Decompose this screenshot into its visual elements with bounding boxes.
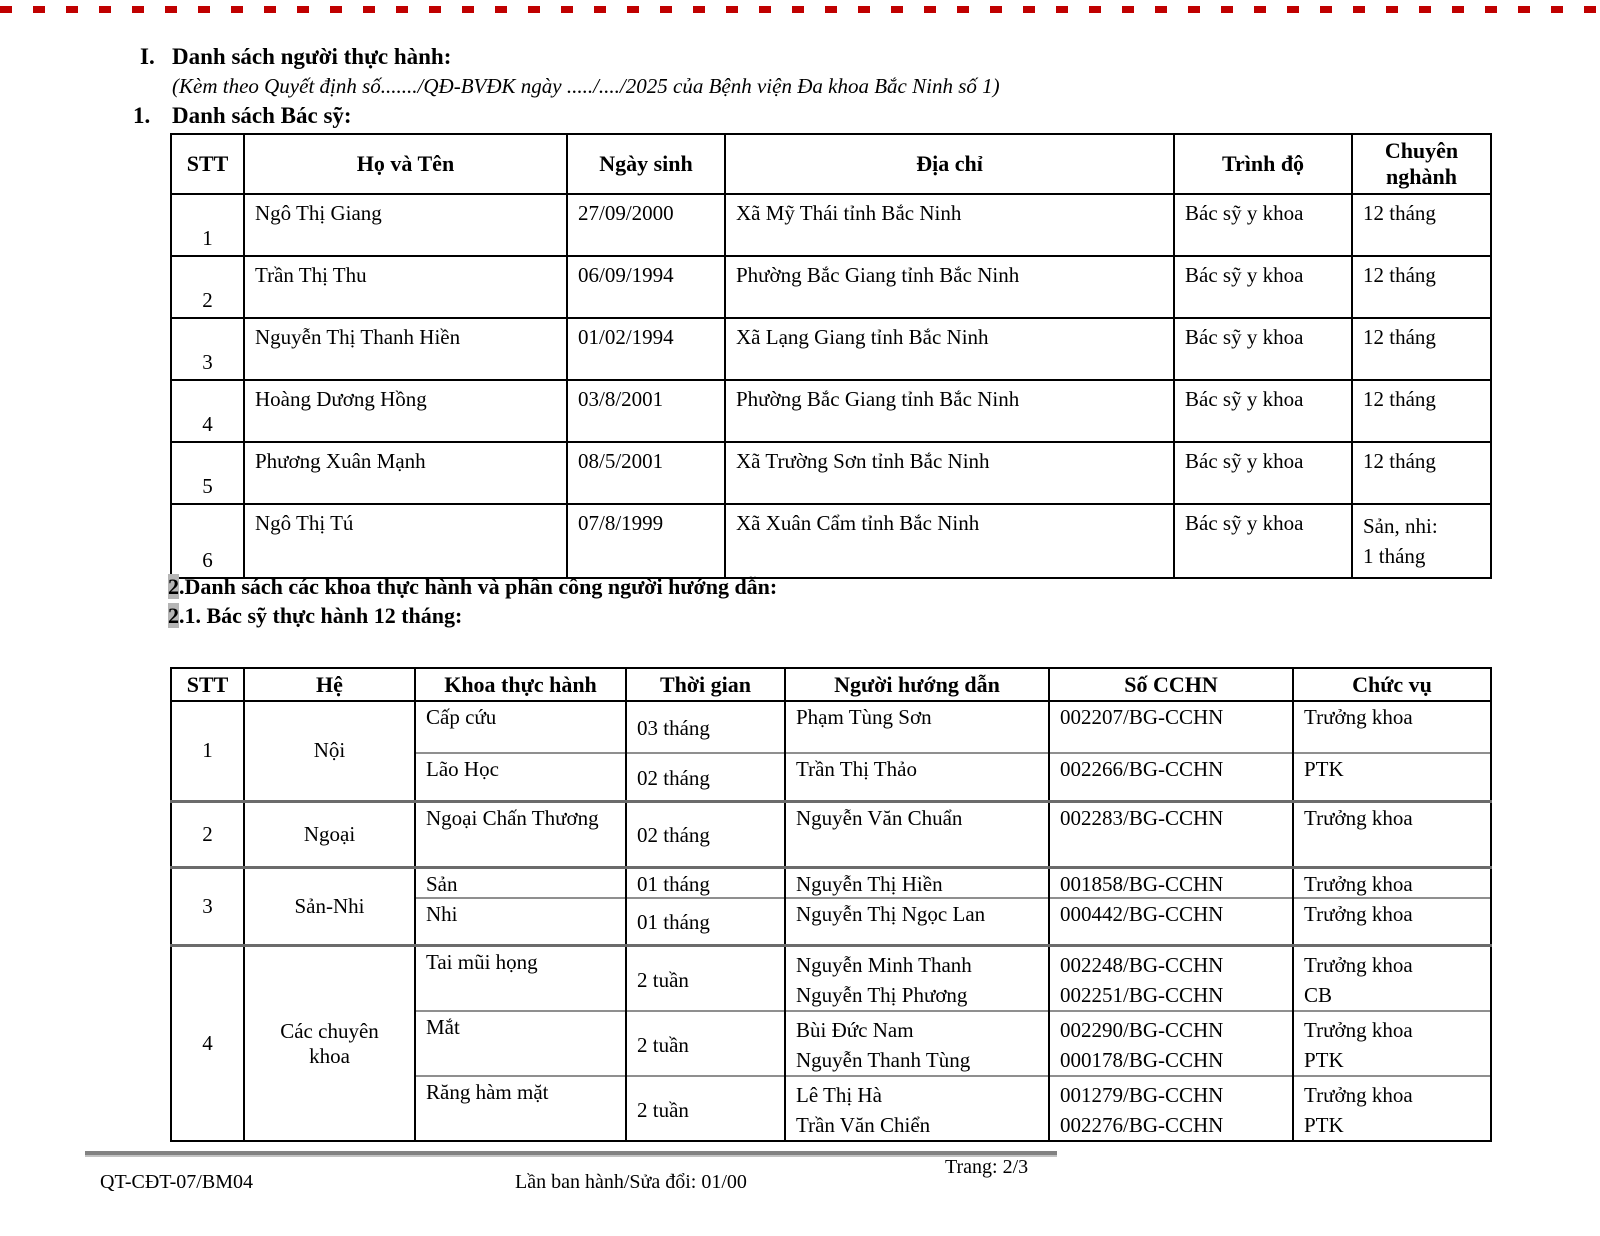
t2-header-he: Hệ bbox=[244, 668, 415, 701]
table-row bbox=[171, 194, 1491, 256]
cell-name: Ngô Thị Giang bbox=[244, 194, 567, 256]
cell-dob: 27/09/2000 bbox=[567, 194, 725, 256]
practice-table-header-row bbox=[171, 668, 1491, 701]
cell-thoigian: 02 tháng bbox=[626, 801, 785, 867]
cell-thoigian: 02 tháng bbox=[626, 753, 785, 801]
cell-address: Xã Lạng Giang tỉnh Bắc Ninh bbox=[725, 318, 1174, 380]
cell-major: 12 tháng bbox=[1352, 256, 1491, 318]
cell-khoa: Tai mũi họng bbox=[415, 946, 626, 1012]
cell-stt: 2 bbox=[171, 256, 244, 318]
cell-chucvu: PTK bbox=[1293, 753, 1491, 801]
section1-number: I. bbox=[140, 44, 155, 69]
cell-nguoi bbox=[785, 1011, 1049, 1076]
cell-thoigian: 01 tháng bbox=[626, 898, 785, 946]
cell-degree: Bác sỹ y khoa bbox=[1174, 194, 1352, 256]
table-row bbox=[171, 256, 1491, 318]
cell-address: Xã Mỹ Thái tỉnh Bắc Ninh bbox=[725, 194, 1174, 256]
table-row bbox=[171, 442, 1491, 504]
footer-divider-bar bbox=[85, 1151, 1057, 1157]
chucvu-line1: Trưởng khoa bbox=[1304, 953, 1413, 977]
cell-name: Trần Thị Thu bbox=[244, 256, 567, 318]
section1-title: Danh sách người thực hành: bbox=[172, 44, 452, 69]
t1-header-degree: Trình độ bbox=[1174, 134, 1352, 194]
cell-nguoi bbox=[785, 1076, 1049, 1141]
cell-name: Phương Xuân Mạnh bbox=[244, 442, 567, 504]
cell-cchn: 000442/BG-CCHN bbox=[1049, 898, 1293, 946]
section1-heading bbox=[140, 44, 451, 70]
table-row bbox=[171, 701, 1491, 753]
decision-reference-note: (Kèm theo Quyết định số......./QĐ-BVĐK ngày ...../..../2025 của Bệnh viện Đa khoa Bắc Ninh số 1) bbox=[172, 74, 1000, 98]
cchn-line1: 002248/BG-CCHN bbox=[1060, 953, 1224, 977]
cell-chucvu bbox=[1293, 1011, 1491, 1076]
nguoi-line2: Trần Văn Chiển bbox=[796, 1113, 931, 1137]
cell-khoa: Cấp cứu bbox=[415, 701, 626, 753]
page-number: Trang: 2/3 bbox=[945, 1156, 1029, 1178]
cell-stt: 4 bbox=[171, 946, 244, 1142]
cell-nguoi bbox=[785, 946, 1049, 1012]
cchn-line2: 002251/BG-CCHN bbox=[1060, 983, 1224, 1007]
revision-label: Lần ban hành/Sửa đổi: 01/00 bbox=[515, 1171, 747, 1193]
cell-khoa: Nhi bbox=[415, 898, 626, 946]
cell-name: Hoàng Dương Hồng bbox=[244, 380, 567, 442]
chucvu-line1: Trưởng khoa bbox=[1304, 1083, 1413, 1107]
cell-thoigian: 2 tuần bbox=[626, 1076, 785, 1141]
doctor-table bbox=[170, 133, 1492, 579]
cell-address: Phường Bắc Giang tỉnh Bắc Ninh bbox=[725, 256, 1174, 318]
doctor-list-number: 1. bbox=[133, 103, 151, 128]
cell-nguoi: Trần Thị Thảo bbox=[785, 753, 1049, 801]
nguoi-line2: Nguyễn Thanh Tùng bbox=[796, 1048, 971, 1072]
cell-nguoi: Phạm Tùng Sơn bbox=[785, 701, 1049, 753]
cell-nguoi: Nguyễn Thị Ngọc Lan bbox=[785, 898, 1049, 946]
cell-cchn bbox=[1049, 946, 1293, 1012]
cell-stt: 3 bbox=[171, 318, 244, 380]
table-row bbox=[171, 504, 1491, 578]
cell-major: 12 tháng bbox=[1352, 318, 1491, 380]
cell-address: Phường Bắc Giang tỉnh Bắc Ninh bbox=[725, 380, 1174, 442]
cell-he: Ngoại bbox=[244, 801, 415, 867]
t2-header-nguoi: Người hướng dẫn bbox=[785, 668, 1049, 701]
cell-khoa: Răng hàm mặt bbox=[415, 1076, 626, 1141]
cell-stt: 3 bbox=[171, 867, 244, 946]
table-row bbox=[171, 380, 1491, 442]
cell-he: Các chuyên khoa bbox=[244, 946, 415, 1142]
major-line1: Sản, nhi: bbox=[1363, 514, 1438, 538]
section2-1-title: .1. Bác sỹ thực hành 12 tháng: bbox=[179, 603, 463, 628]
doctor-list-heading bbox=[133, 103, 352, 129]
table-row bbox=[171, 946, 1491, 1012]
cell-thoigian: 03 tháng bbox=[626, 701, 785, 753]
cell-address: Xã Xuân Cẩm tỉnh Bắc Ninh bbox=[725, 504, 1174, 578]
cell-chucvu: Trưởng khoa bbox=[1293, 701, 1491, 753]
cell-cchn: 002283/BG-CCHN bbox=[1049, 801, 1293, 867]
cell-major: 12 tháng bbox=[1352, 442, 1491, 504]
t2-header-khoa: Khoa thực hành bbox=[415, 668, 626, 701]
cell-stt: 4 bbox=[171, 380, 244, 442]
cchn-line1: 001279/BG-CCHN bbox=[1060, 1083, 1224, 1107]
cchn-line2: 000178/BG-CCHN bbox=[1060, 1048, 1224, 1072]
cell-dob: 03/8/2001 bbox=[567, 380, 725, 442]
t1-header-address: Địa chỉ bbox=[725, 134, 1174, 194]
cchn-line1: 002290/BG-CCHN bbox=[1060, 1018, 1224, 1042]
cell-degree: Bác sỹ y khoa bbox=[1174, 380, 1352, 442]
cell-name: Ngô Thị Tú bbox=[244, 504, 567, 578]
t1-header-stt: STT bbox=[171, 134, 244, 194]
cell-chucvu bbox=[1293, 1076, 1491, 1141]
cell-address: Xã Trường Sơn tỉnh Bắc Ninh bbox=[725, 442, 1174, 504]
t2-header-thoigian: Thời gian bbox=[626, 668, 785, 701]
cell-thoigian: 2 tuần bbox=[626, 1011, 785, 1076]
t2-header-stt: STT bbox=[171, 668, 244, 701]
cell-cchn: 002207/BG-CCHN bbox=[1049, 701, 1293, 753]
section2-1-heading bbox=[168, 603, 462, 629]
section2-number-shaded: 2 bbox=[168, 574, 179, 599]
cell-degree: Bác sỹ y khoa bbox=[1174, 504, 1352, 578]
cell-chucvu bbox=[1293, 946, 1491, 1012]
cell-khoa: Mắt bbox=[415, 1011, 626, 1076]
t1-header-name: Họ và Tên bbox=[244, 134, 567, 194]
cell-stt: 6 bbox=[171, 504, 244, 578]
cell-cchn bbox=[1049, 1011, 1293, 1076]
section2-title: .Danh sách các khoa thực hành và phân công người hướng dẫn: bbox=[179, 574, 778, 599]
cell-major: 12 tháng bbox=[1352, 194, 1491, 256]
cell-stt: 1 bbox=[171, 701, 244, 801]
doctor-list-title: Danh sách Bác sỹ: bbox=[172, 103, 352, 128]
cell-degree: Bác sỹ y khoa bbox=[1174, 318, 1352, 380]
chucvu-line2: PTK bbox=[1304, 1048, 1344, 1072]
cell-khoa: Ngoại Chấn Thương bbox=[415, 801, 626, 867]
major-line2: 1 tháng bbox=[1363, 544, 1426, 568]
cell-major: 12 tháng bbox=[1352, 380, 1491, 442]
cell-chucvu: Trưởng khoa bbox=[1293, 801, 1491, 867]
practice-department-table bbox=[170, 667, 1492, 1142]
chucvu-line2: PTK bbox=[1304, 1113, 1344, 1137]
table-row bbox=[171, 801, 1491, 867]
cell-stt: 5 bbox=[171, 442, 244, 504]
page-break-dashed-line bbox=[0, 6, 1600, 13]
nguoi-line1: Bùi Đức Nam bbox=[796, 1018, 914, 1042]
chucvu-line1: Trưởng khoa bbox=[1304, 1018, 1413, 1042]
cell-major bbox=[1352, 504, 1491, 578]
table-row bbox=[171, 318, 1491, 380]
cell-cchn: 001858/BG-CCHN bbox=[1049, 867, 1293, 898]
section2-1-number-shaded: 2 bbox=[168, 603, 179, 628]
cell-nguoi: Nguyễn Thị Hiền bbox=[785, 867, 1049, 898]
doctor-table-header-row bbox=[171, 134, 1491, 194]
cell-dob: 07/8/1999 bbox=[567, 504, 725, 578]
nguoi-line1: Nguyễn Minh Thanh bbox=[796, 953, 972, 977]
cell-dob: 08/5/2001 bbox=[567, 442, 725, 504]
cchn-line2: 002276/BG-CCHN bbox=[1060, 1113, 1224, 1137]
cell-khoa: Lão Học bbox=[415, 753, 626, 801]
t1-header-major: Chuyên nghành bbox=[1352, 134, 1491, 194]
t2-header-cchn: Số CCHN bbox=[1049, 668, 1293, 701]
cell-nguoi: Nguyễn Văn Chuẩn bbox=[785, 801, 1049, 867]
cell-chucvu: Trưởng khoa bbox=[1293, 867, 1491, 898]
cell-he: Nội bbox=[244, 701, 415, 801]
cell-cchn: 002266/BG-CCHN bbox=[1049, 753, 1293, 801]
chucvu-line2: CB bbox=[1304, 983, 1333, 1007]
cell-dob: 01/02/1994 bbox=[567, 318, 725, 380]
document-code: QT-CĐT-07/BM04 bbox=[100, 1171, 253, 1193]
nguoi-line2: Nguyễn Thị Phương bbox=[796, 983, 968, 1007]
cell-stt: 2 bbox=[171, 801, 244, 867]
cell-khoa: Sản bbox=[415, 867, 626, 898]
cell-he: Sản-Nhi bbox=[244, 867, 415, 946]
cell-chucvu: Trưởng khoa bbox=[1293, 898, 1491, 946]
cell-name: Nguyễn Thị Thanh Hiền bbox=[244, 318, 567, 380]
nguoi-line1: Lê Thị Hà bbox=[796, 1083, 882, 1107]
cell-degree: Bác sỹ y khoa bbox=[1174, 442, 1352, 504]
cell-thoigian: 2 tuần bbox=[626, 946, 785, 1012]
cell-thoigian: 01 tháng bbox=[626, 867, 785, 898]
t1-header-dob: Ngày sinh bbox=[567, 134, 725, 194]
cell-degree: Bác sỹ y khoa bbox=[1174, 256, 1352, 318]
section2-heading bbox=[168, 574, 777, 600]
t2-header-chucvu: Chức vụ bbox=[1293, 668, 1491, 701]
cell-dob: 06/09/1994 bbox=[567, 256, 725, 318]
cell-cchn bbox=[1049, 1076, 1293, 1141]
table-row bbox=[171, 867, 1491, 898]
cell-stt: 1 bbox=[171, 194, 244, 256]
